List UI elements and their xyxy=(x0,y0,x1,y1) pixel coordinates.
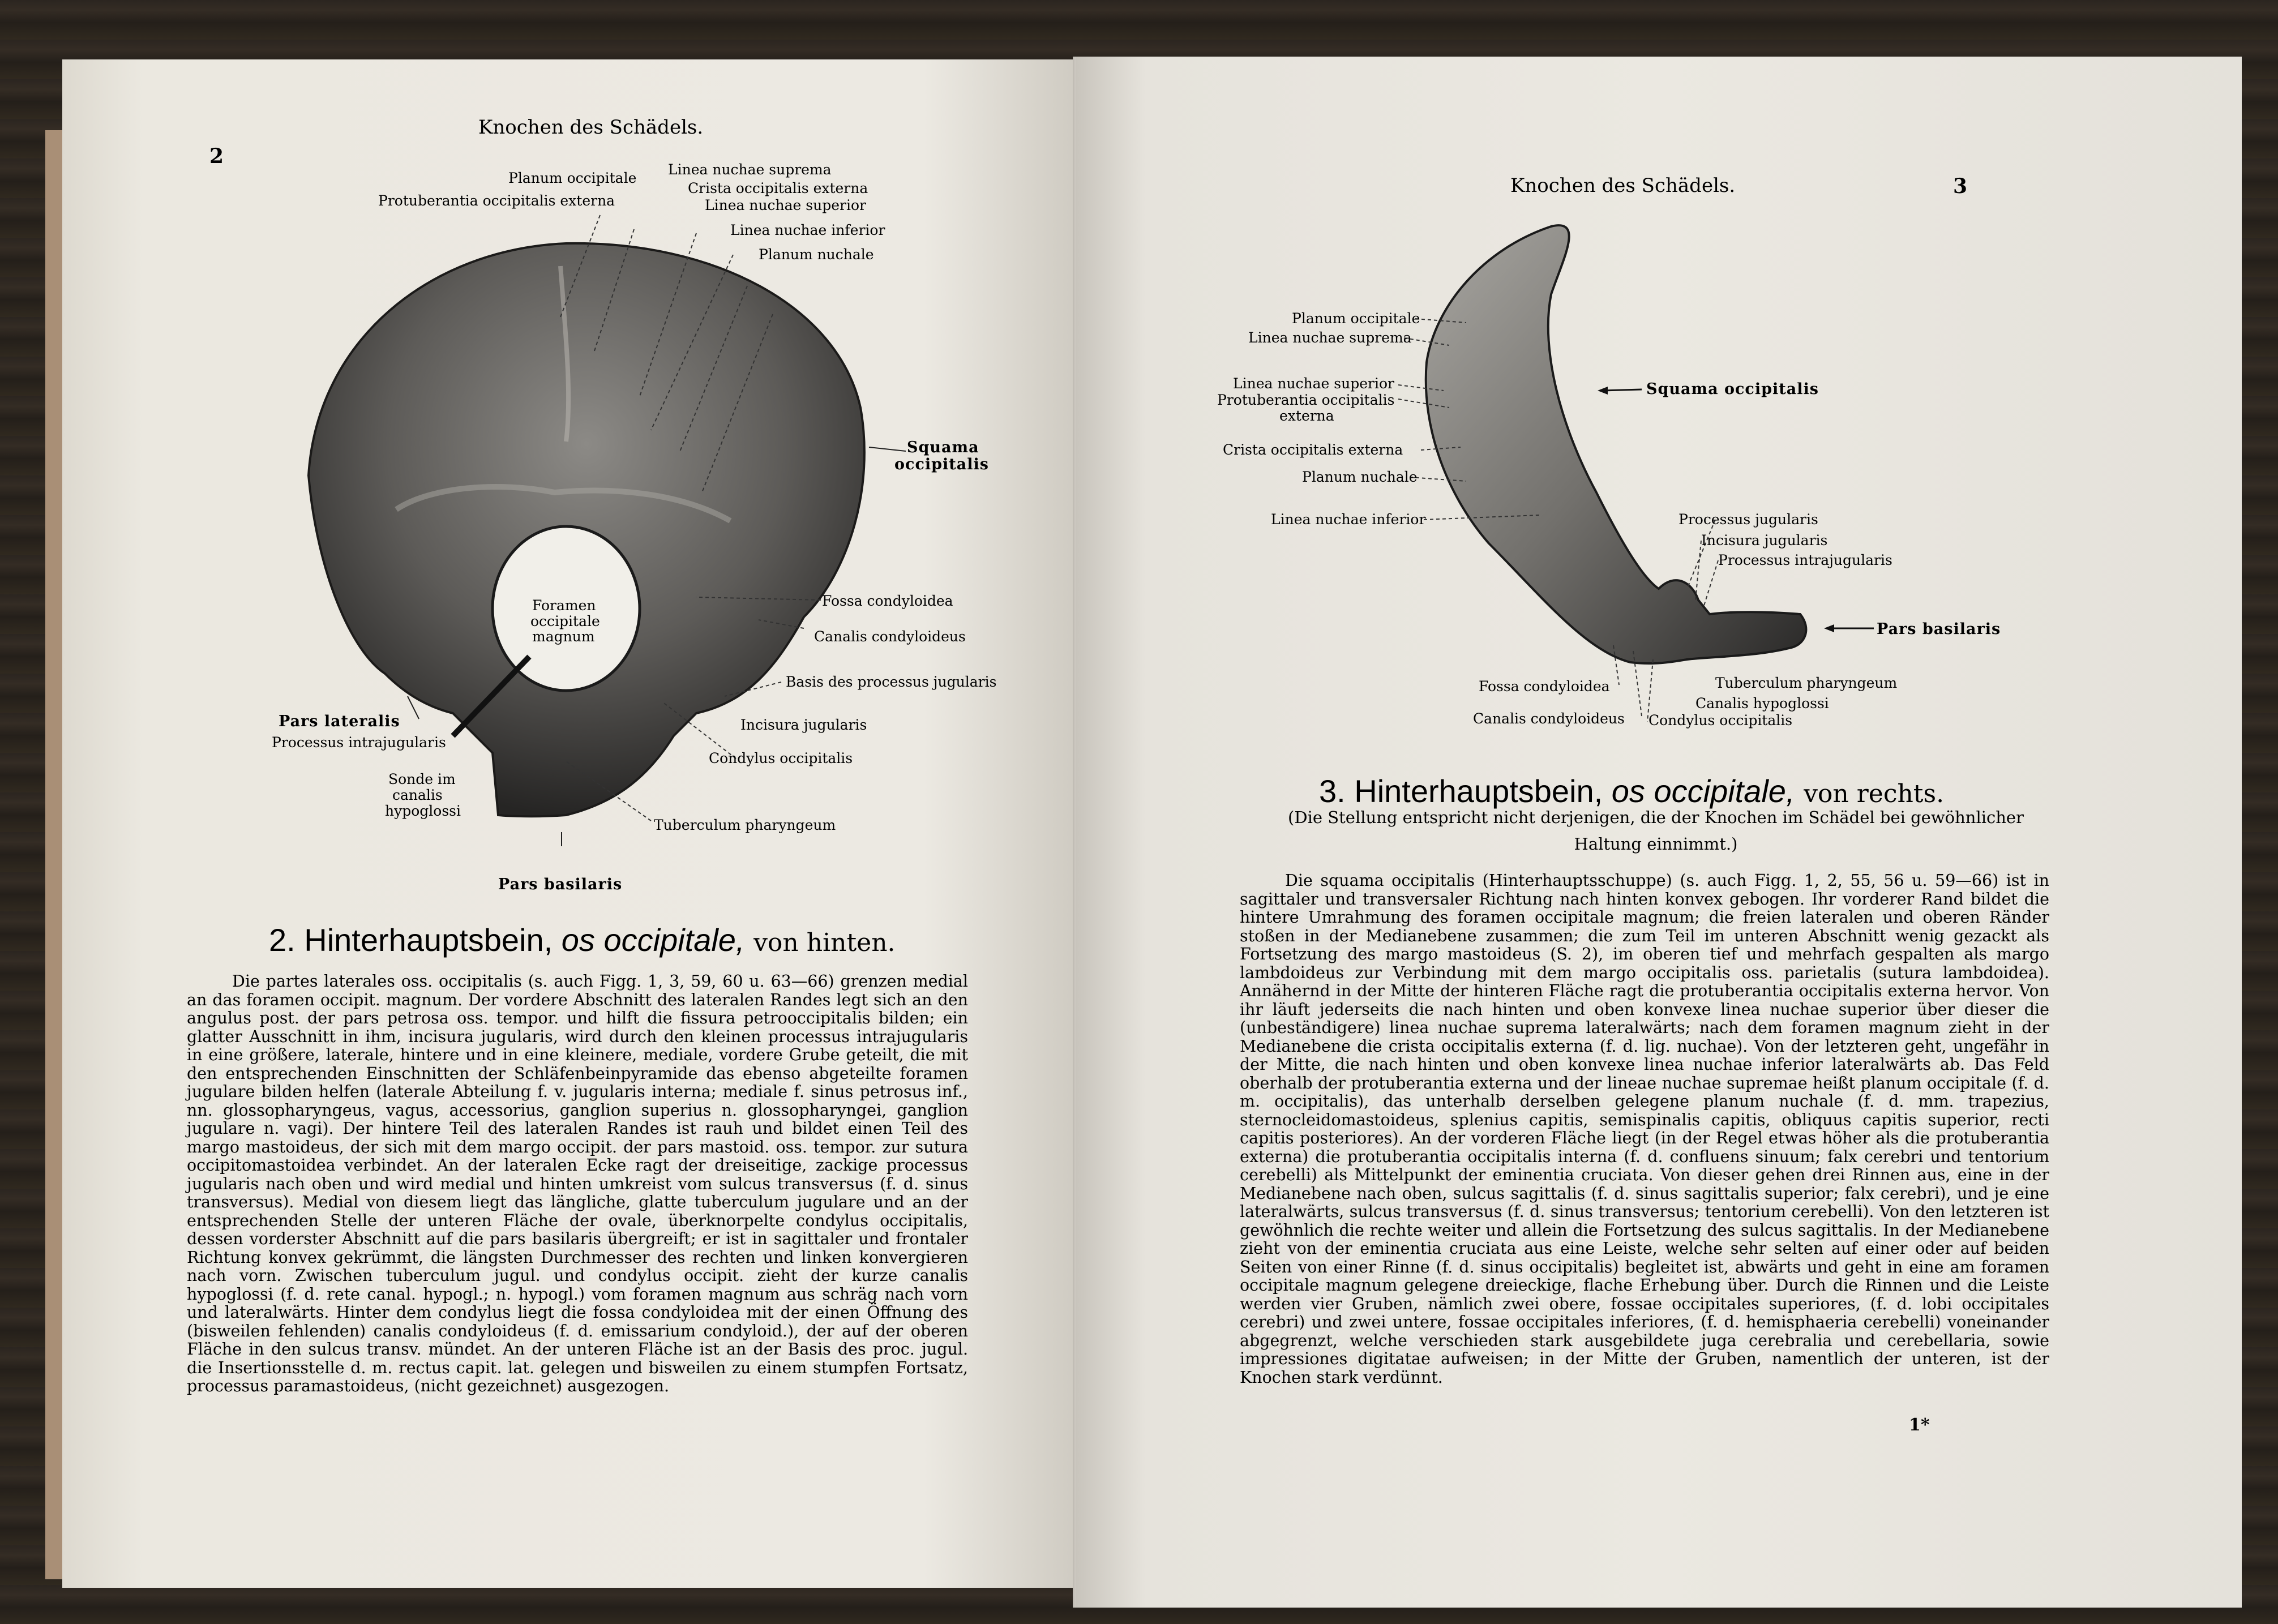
r-label-planum-occipitale: Planum occipitale xyxy=(1292,310,1420,327)
label-incisura: Incisura jugularis xyxy=(740,717,867,733)
r-label-planum-nuchale: Planum nuchale xyxy=(1302,469,1418,485)
title-latin: os occipitale, xyxy=(561,922,745,958)
occipital-bone-lateral-shape xyxy=(1426,225,1806,663)
left-paragraph: Die partes laterales oss. occipitalis (s. auch Figg. 1, 3, 59, 60 u. 63—66) grenzen medial an das foramen occipit. magnum. Der vordere Abschnitt des lateralen Randes legt sich an den angulus post. der pars petrosa oss. tempor. und hilft die fissura petrooccipitalis bilden; ein glatter Ausschnitt in ihm, incisura jugularis, wird durch den kleinen processus intrajugularis in eine größere, laterale, hintere und in eine kleinere, mediale, vordere Grube geteilt, die mit den entsprechenden Einschnitten der Schläfenbeinpyramide das ebenso abgeteilte foramen jugulare bilden helfen (laterale Abteilung f. v. jugularis interna; mediale f. sinus petrosus inf., nn. glossopharyngeus, vagus, accessorius, ganglion superius n. glossopharyngei, ganglion jugulare n. vagi). Der hintere Teil des lateralen Randes ist rauh und bildet einen Teil des margo mastoideus, der sich mit dem margo occipit. der pars mastoid. oss. tempor. zur sutura occipitomastoidea verbindet. An der lateralen Ecke ragt der dreiseitige, zackige processus jugularis nach oben und wird medial und hinten umkreist vom sulcus transversus (f. d. sinus transversus). Medial von diesem liegt das längliche, glatte tuberculum jugulare und an der entsprechenden Stelle der unteren Fläche der ovale, überknorpelte condylus occipitalis, dessen vorderster Abschnitt auf die pars basilaris übergreift; er ist in sagittaler und frontaler Richtung konvex gekrümmt, die längsten Durchmesser des rechten und linken konvergieren nach vorn. Zwischen tuberculum jugul. und condylus occipit. zieht der kurze canalis hypoglossi (f. d. rete canal. hypogl.; n. hypogl.) vom foramen magnum aus schräg nach vorn und lateralwärts. Hinter dem condylus liegt die fossa condyloidea mit der einen Öffnung des (bisweilen fehlenden) canalis condyloideus (f. d. emissarium condyloid.), der auf der oberen Fläche in den sulcus transv. mündet. An der unteren Fläche ist an der Basis des proc. jugul. die Insertionsstelle d. m. rectus capit. lat. gelegen und bisweilen zu einem stumpfen Fortsatz, processus paramastoideus, (nicht gezeichnet) ausgezogen. xyxy=(187,972,968,1395)
label-crista: Crista occipitalis externa xyxy=(688,180,868,196)
label-sonde-1: Sonde im xyxy=(388,771,456,787)
r-label-incisura: Incisura jugularis xyxy=(1701,532,1828,549)
r-label-canalis: Canalis condyloideus xyxy=(1473,710,1625,727)
r-label-linea-superior: Linea nuchae superior xyxy=(1233,375,1394,392)
r-label-tuberculum: Tuberculum pharyngeum xyxy=(1715,675,1898,691)
right-figure-title xyxy=(1319,773,1944,809)
r-label-proc-jugularis: Processus jugularis xyxy=(1678,511,1818,528)
left-page-number: 2 xyxy=(209,144,224,168)
r-title-number: 3. Hinterhauptsbein, xyxy=(1319,773,1603,809)
label-planum-occipitale: Planum occipitale xyxy=(508,170,637,186)
r-label-protuberantia-1: Protuberantia occipitalis xyxy=(1217,392,1395,408)
right-page-number: 3 xyxy=(1953,174,1968,198)
label-fossa: Fossa condyloidea xyxy=(822,593,953,609)
label-proc-intrajug: Processus intrajugularis xyxy=(272,734,446,751)
r-label-condylus: Condylus occipitalis xyxy=(1648,712,1793,729)
label-foramen-3: magnum xyxy=(532,628,595,645)
label-linea-suprema: Linea nuchae suprema xyxy=(668,161,832,178)
r-title-view: von rechts. xyxy=(1804,779,1945,808)
r-label-crista: Crista occipitalis externa xyxy=(1223,442,1403,458)
label-foramen-2: occipitale xyxy=(530,613,600,629)
r-label-fossa: Fossa condyloidea xyxy=(1479,678,1610,695)
r-label-linea-suprema: Linea nuchae suprema xyxy=(1248,329,1412,346)
r-label-linea-inferior: Linea nuchae inferior xyxy=(1271,511,1426,528)
title-view: von hinten. xyxy=(753,928,896,957)
label-sonde-2: canalis xyxy=(392,787,443,803)
label-condylus: Condylus occipitalis xyxy=(709,750,853,766)
left-running-header: Knochen des Schädels. xyxy=(478,116,704,139)
title-number: 2. Hinterhauptsbein, xyxy=(269,922,553,958)
label-pars-basilaris: Pars basilaris xyxy=(498,876,623,893)
r-label-proc-intrajug: Processus intrajugularis xyxy=(1718,552,1892,568)
label-linea-superior: Linea nuchae superior xyxy=(705,197,866,213)
label-squama-1: Squama xyxy=(907,439,979,456)
label-planum-nuchale: Planum nuchale xyxy=(759,246,874,263)
right-figure-note-2: Haltung einnimmt.) xyxy=(1574,834,1738,854)
label-tuberculum: Tuberculum pharyngeum xyxy=(654,817,836,833)
label-basis: Basis des processus jugularis xyxy=(786,674,997,690)
label-squama-2: occipitalis xyxy=(894,456,989,473)
r-label-squama: Squama occipitalis xyxy=(1646,380,1819,398)
right-figure-note-1: (Die Stellung entspricht nicht derjenigen, die der Knochen im Schädel bei gewöhnlicher xyxy=(1288,808,2024,827)
r-label-protuberantia-2: externa xyxy=(1279,408,1334,424)
r-label-pars-basilaris: Pars basilaris xyxy=(1877,620,2001,638)
label-canalis: Canalis condyloideus xyxy=(814,628,966,645)
right-paragraph: Die squama occipitalis (Hinterhauptsschuppe) (s. auch Figg. 1, 2, 55, 56 u. 59—66) ist in sagittaler und transversaler Richtung nach hinten konvex gebogen. Ihr vorderer Rand bildet die hintere Umrahmung des foramen occipitale magnum; die freien lateralen und oberen Ränder stoßen in der Medianebene zusammen; die zum Teil im unteren Abschnitt wenig gezackt als Fortsetzung des margo mastoideus (S. 2), im oberen tief und mehrfach gespalten als margo lambdoideus zur Verbindung mit dem margo occipitalis oss. parietalis (sutura lambdoidea). Annähernd in der Mitte der hinteren Fläche ragt die protuberantia occipitalis externa hervor. Von ihr läuft jederseits die nach hinten und oben konvexe linea nuchae superior über dieser die (unbeständigere) linea nuchae suprema lateralwärts; nach dem foramen magnum zieht in der Medianebene die crista occipitalis externa (f. d. lig. nuchae). Von der letzteren geht, ungefähr in der Mitte, die nach hinten und oben konvexe linea nuchae inferior lateralwärts ab. Das Feld oberhalb der protuberantia externa und der lineae nuchae supremae heißt planum occipitale (f. d. m. occipitalis), das unterhalb derselben gelegene planum nuchale (f. d. mm. trapezius, sternocleidomastoideus, splenius capitis, semispinalis capitis, obliquus capitis superior, recti capitis posteriores). An der vorderen Fläche liegt (in der Regel etwas höher als die protuberantia externa) die protuberantia occipitalis interna (f. d. confluens sinuum; falx cerebri und tentorium cerebelli) als Mittelpunkt der eminentia cruciata. Von dieser gehen drei Rinnen aus, eine in der Medianebene nach oben, sulcus sagittalis (f. d. sinus sagittalis superior; falx cerebri), und je eine lateralwärts, sulcus transversus (f. d. sinus transversus; tentorium cerebelli). Von den letzteren ist gewöhnlich die rechte weiter und allein die Fortsetzung des sulcus sagittalis. In der Medianebene zieht von der eminentia cruciata aus eine Leiste, welche sehr selten auf einer oder auf beiden Seiten von einer Rinne (f. d. sinus occipitalis) begleitet ist, abwärts und geht in eine am foramen occipitale magnum gelegene dreieckige, flache Erhebung über. Durch die Rinnen und die Leiste werden vier Gruben, nämlich zwei obere, fossae occipitales superiores, (f. d. lobi occipitales cerebri) und zwei untere, fossae occipitales inferiores, (f. d. hemisphaeria cerebelli) voneinander abgegrenzt, welche verschieden stark ausgebildete juga cerebralia und cerebellaria, sowie impressiones digitatae aufweisen; in der Mitte der Gruben, namentlich der unteren, ist der Knochen stark verdünnt. xyxy=(1240,871,2049,1387)
right-body-text xyxy=(1240,872,2049,1387)
r-title-latin: os occipitale, xyxy=(1611,773,1795,809)
right-signature-mark: 1* xyxy=(1909,1415,1930,1435)
label-protuberantia: Protuberantia occipitalis externa xyxy=(378,192,615,209)
label-foramen-1: Foramen xyxy=(532,597,596,614)
label-pars-lateralis: Pars lateralis xyxy=(279,713,400,730)
label-sonde-3: hypoglossi xyxy=(385,803,461,819)
right-running-header: Knochen des Schädels. xyxy=(1510,174,1736,197)
r-label-canalis-hypoglossi: Canalis hypoglossi xyxy=(1695,695,1829,712)
label-linea-inferior: Linea nuchae inferior xyxy=(730,222,885,238)
